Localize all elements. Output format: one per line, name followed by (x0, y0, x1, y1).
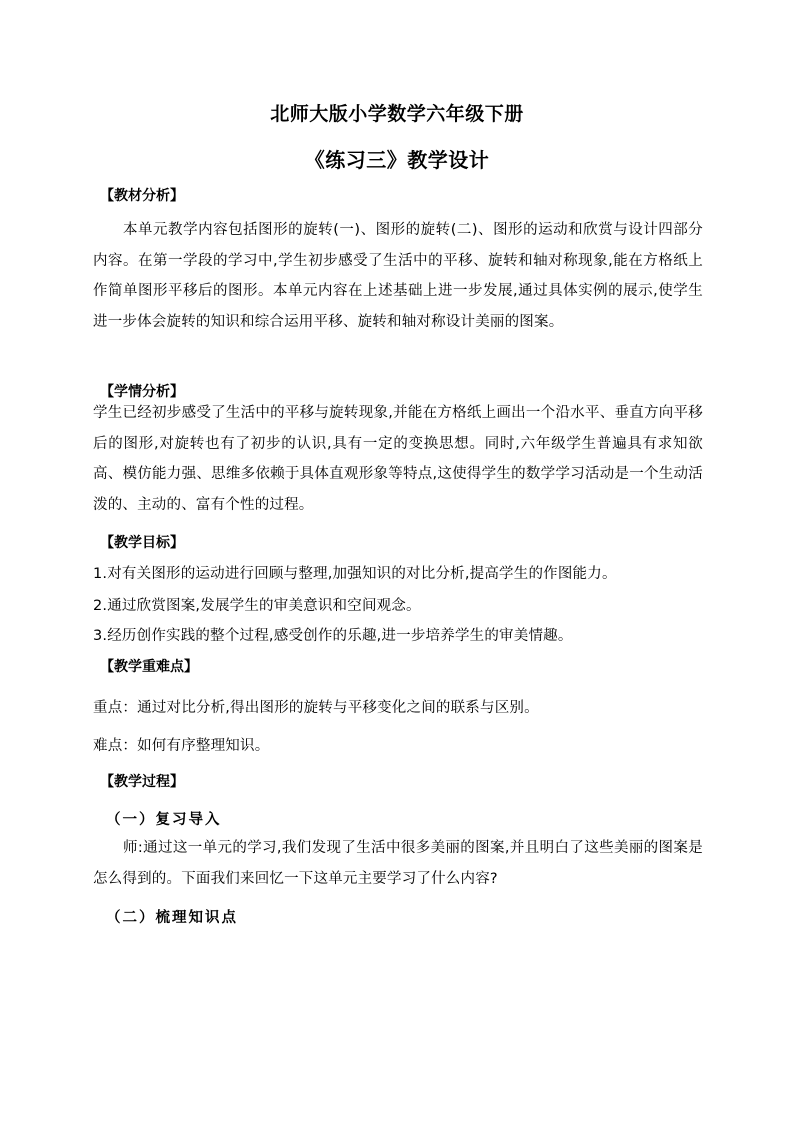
teaching-goal-item: 2.通过欣赏图案,发展学生的审美意识和空间观念。 (93, 598, 421, 614)
teaching-process-heading: 【教学过程】 (100, 774, 184, 790)
student-analysis-paragraph: 学生已经初步感受了生活中的平移与旋转现象,并能在方格纸上画出一个沿水平、垂直方向平移后的图形,对旋转也有了初步的认识,具有一定的变换思想。同时,六年级学生普遍具有求知欲高、模仿能力强、思维多依赖于具体直观形象等特点,这使得学生的数学学习活动是一个生动活泼的、主动的、富有个性的过程。 (93, 405, 703, 513)
teaching-goal-item: 3.经历创作实践的整个过程,感受创作的乐趣,进一步培养学生的审美情趣。 (93, 628, 573, 644)
document-title: 北师大版小学数学六年级下册 (270, 103, 524, 125)
material-analysis-heading: 【教材分析】 (100, 188, 184, 204)
student-analysis-heading: 【学情分析】 (100, 384, 184, 400)
material-analysis-paragraph: 本单元教学内容包括图形的旋转(一)、图形的旋转(二)、图形的运动和欣赏与设计四部分内容。在第一学段的学习中,学生初步感受了生活中的平移、旋转和轴对称现象,能在方格纸上作简单图形平移后的图形。本单元内容在上述基础上进一步发展,通过具体实例的展示,使学生进一步体会旋转的知识和综合运用平移、旋转和轴对称设计美丽的图案。 (93, 222, 703, 330)
key-difficult-heading: 【教学重难点】 (100, 659, 198, 675)
teaching-goals-heading: 【教学目标】 (100, 535, 184, 551)
teaching-goal-item: 1.对有关图形的运动进行回顾与整理,加强知识的对比分析,提高学生的作图能力。 (93, 566, 617, 582)
step1-heading: （一）复习导入 (106, 812, 222, 828)
step2-heading: （二）梳理知识点 (106, 910, 238, 926)
key-point: 重点：通过对比分析,得出图形的旋转与平移变化之间的联系与区别。 (93, 700, 539, 716)
step1-paragraph: 师:通过这一单元的学习,我们发现了生活中很多美丽的图案,并且明白了这些美丽的图案是怎么得到的。下面我们来回忆一下这单元主要学习了什么内容? (93, 840, 703, 887)
document-subtitle: 《练习三》教学设计 (304, 148, 490, 172)
difficult-point: 难点：如何有序整理知识。 (93, 738, 270, 754)
